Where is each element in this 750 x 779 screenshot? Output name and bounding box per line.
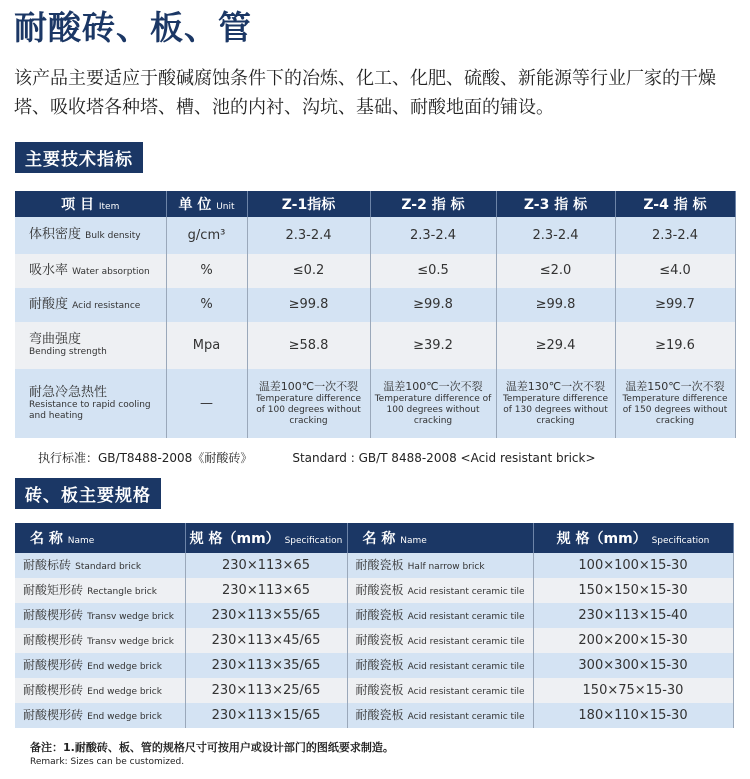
header-zh: 名 称 bbox=[362, 531, 396, 547]
property-cell bbox=[15, 254, 166, 288]
intro-text: 该产品主要适应于酸碱腐蚀条件下的冶炼、化工、化肥、硫酸、新能源等行业厂家的干燥塔、吸收塔各种塔、槽、池的内衬、沟坑、基础、耐酸地面的铺设。 bbox=[14, 68, 716, 118]
name-cell bbox=[347, 628, 533, 653]
section-heading-specs-wrap bbox=[0, 142, 750, 173]
value-cell: ≥99.8 bbox=[496, 288, 615, 322]
name-zh: 耐酸楔形砖 bbox=[23, 657, 84, 672]
name-cell bbox=[347, 678, 533, 703]
property-cell bbox=[15, 322, 166, 369]
technical-spec-table bbox=[15, 191, 736, 438]
unit-cell: g/cm³ bbox=[166, 217, 247, 254]
name-zh: 耐酸矩形砖 bbox=[23, 582, 84, 597]
size-cell: 230×113×65 bbox=[185, 553, 347, 578]
property-cell bbox=[15, 288, 166, 322]
size-cell: 230×113×15/65 bbox=[185, 703, 347, 728]
property-cell bbox=[15, 369, 166, 438]
value-zh: 温差100℃一次不裂 bbox=[258, 380, 359, 393]
property-en: Acid resistance bbox=[72, 300, 141, 311]
unit-cell: — bbox=[166, 369, 247, 438]
page-title: 耐酸砖、板、管 bbox=[14, 8, 252, 47]
table-row bbox=[15, 553, 733, 578]
header-zh: Z-3 指 标 bbox=[523, 197, 588, 213]
table-header-row bbox=[15, 523, 733, 553]
name-cell bbox=[15, 578, 185, 603]
value-en: Temperature difference of 130 degrees without cracking bbox=[502, 394, 609, 426]
property-en: Bulk density bbox=[85, 231, 141, 241]
name-en: Acid resistant ceramic tile bbox=[407, 711, 525, 722]
table-row bbox=[15, 254, 735, 288]
table-row bbox=[15, 653, 733, 678]
size-cell: 230×113×15-40 bbox=[533, 603, 733, 628]
section-heading-sizes-wrap bbox=[0, 478, 750, 509]
section-heading-sizes: 砖、板主要规格 bbox=[15, 478, 161, 509]
name-en: Half narrow brick bbox=[407, 561, 485, 572]
name-en: Transv wedge brick bbox=[87, 611, 174, 622]
name-cell bbox=[15, 678, 185, 703]
header-en: Specification bbox=[651, 536, 710, 546]
column-header bbox=[533, 523, 733, 553]
header-zh: Z-1指标 bbox=[281, 197, 336, 213]
name-zh: 耐酸楔形砖 bbox=[23, 682, 84, 697]
value-en: Temperature difference of 100 degrees without cracking bbox=[255, 394, 362, 426]
name-en: Transv wedge brick bbox=[87, 636, 174, 647]
name-en: End wedge brick bbox=[87, 711, 162, 722]
property-cell bbox=[15, 217, 166, 254]
size-cell: 230×113×25/65 bbox=[185, 678, 347, 703]
name-en: Acid resistant ceramic tile bbox=[407, 686, 525, 697]
size-cell: 230×113×55/65 bbox=[185, 603, 347, 628]
standard-row bbox=[38, 450, 750, 466]
name-cell bbox=[347, 703, 533, 728]
name-cell bbox=[15, 653, 185, 678]
name-en: End wedge brick bbox=[87, 686, 162, 697]
remark-zh: 备注：1.耐酸砖、板、管的规格尺寸可按用户或设计部门的图纸要求制造。 bbox=[30, 741, 394, 754]
column-header bbox=[370, 191, 496, 217]
header-zh: 单 位 bbox=[178, 197, 212, 213]
name-zh: 耐酸瓷板 bbox=[355, 657, 404, 672]
standard-zh: 执行标准：GB/T8488-2008《耐酸砖》 bbox=[38, 451, 253, 465]
header-en: Name bbox=[67, 536, 95, 546]
value-cell bbox=[370, 369, 496, 438]
name-cell bbox=[15, 553, 185, 578]
value-cell: ≤2.0 bbox=[496, 254, 615, 288]
property-en: Water absorption bbox=[72, 266, 150, 277]
property-zh: 耐酸度 bbox=[29, 296, 69, 312]
column-header bbox=[15, 523, 185, 553]
property-zh: 耐急冷急热性 bbox=[29, 384, 108, 400]
name-en: Rectangle brick bbox=[87, 586, 157, 597]
table-row bbox=[15, 678, 733, 703]
value-cell bbox=[615, 369, 735, 438]
name-zh: 耐酸瓷板 bbox=[355, 582, 404, 597]
name-en: Acid resistant ceramic tile bbox=[407, 611, 525, 622]
size-cell: 200×200×15-30 bbox=[533, 628, 733, 653]
value-en: Temperature difference of 100 degrees without cracking bbox=[374, 394, 492, 426]
name-en: End wedge brick bbox=[87, 661, 162, 672]
header-zh: 规 格（mm） bbox=[189, 531, 280, 547]
value-zh: 温差130℃一次不裂 bbox=[505, 380, 606, 393]
name-en: Standard brick bbox=[75, 561, 142, 572]
header-zh: Z-4 指 标 bbox=[643, 197, 707, 213]
value-cell: 2.3-2.4 bbox=[496, 217, 615, 254]
property-zh: 弯曲强度 bbox=[29, 332, 82, 347]
name-en: Acid resistant ceramic tile bbox=[407, 586, 525, 597]
name-zh: 耐酸楔形砖 bbox=[23, 607, 84, 622]
value-cell: ≥39.2 bbox=[370, 322, 496, 369]
value-cell: ≥99.7 bbox=[615, 288, 735, 322]
value-cell: 2.3-2.4 bbox=[247, 217, 370, 254]
name-zh: 耐酸楔形砖 bbox=[23, 632, 84, 647]
name-zh: 耐酸瓷板 bbox=[355, 707, 404, 722]
name-zh: 耐酸瓷板 bbox=[355, 607, 404, 622]
unit-cell: Mpa bbox=[166, 322, 247, 369]
section-heading-specs: 主要技术指标 bbox=[15, 142, 143, 173]
remark-en: Remark: Sizes can be customized. bbox=[30, 757, 185, 767]
table-header-row bbox=[15, 191, 735, 217]
name-cell bbox=[347, 578, 533, 603]
table-row bbox=[15, 322, 735, 369]
name-cell bbox=[347, 603, 533, 628]
header-en: Specification bbox=[284, 536, 343, 546]
table-row bbox=[15, 703, 733, 728]
value-zh: 温差100℃一次不裂 bbox=[383, 380, 483, 393]
unit-cell: % bbox=[166, 254, 247, 288]
table-row bbox=[15, 217, 735, 254]
header-en: Name bbox=[400, 536, 427, 546]
name-zh: 耐酸标砖 bbox=[23, 557, 72, 572]
header-zh: 项 目 bbox=[61, 197, 94, 213]
name-cell bbox=[15, 628, 185, 653]
column-header bbox=[185, 523, 347, 553]
property-en: Resistance to rapid cooling and heating bbox=[29, 399, 151, 421]
size-cell: 300×300×15-30 bbox=[533, 653, 733, 678]
unit-cell: % bbox=[166, 288, 247, 322]
property-en: Bending strength bbox=[29, 347, 107, 357]
size-cell: 100×100×15-30 bbox=[533, 553, 733, 578]
name-zh: 耐酸楔形砖 bbox=[23, 707, 84, 722]
value-cell: ≥19.6 bbox=[615, 322, 735, 369]
column-header bbox=[166, 191, 247, 217]
column-header bbox=[347, 523, 533, 553]
header-en: Unit bbox=[216, 202, 235, 212]
size-spec-table bbox=[15, 523, 734, 728]
property-zh: 吸水率 bbox=[29, 262, 69, 278]
size-cell: 230×113×65 bbox=[185, 578, 347, 603]
name-en: Acid resistant ceramic tile bbox=[407, 661, 525, 672]
size-cell: 150×150×15-30 bbox=[533, 578, 733, 603]
column-header bbox=[15, 191, 166, 217]
table-row bbox=[15, 628, 733, 653]
property-zh: 体积密度 bbox=[29, 227, 82, 242]
column-header bbox=[247, 191, 370, 217]
column-header bbox=[615, 191, 735, 217]
header-zh: Z-2 指 标 bbox=[401, 197, 465, 213]
size-cell: 180×110×15-30 bbox=[533, 703, 733, 728]
header-en: Item bbox=[98, 202, 120, 212]
value-cell: ≤0.2 bbox=[247, 254, 370, 288]
column-header bbox=[496, 191, 615, 217]
value-cell: ≥29.4 bbox=[496, 322, 615, 369]
name-zh: 耐酸瓷板 bbox=[355, 682, 404, 697]
value-cell: 2.3-2.4 bbox=[615, 217, 735, 254]
name-cell bbox=[15, 703, 185, 728]
table-row bbox=[15, 578, 733, 603]
name-zh: 耐酸瓷板 bbox=[355, 632, 404, 647]
name-en: Acid resistant ceramic tile bbox=[407, 636, 525, 647]
standard-en: Standard : GB/T 8488-2008 <Acid resistant brick> bbox=[292, 451, 596, 465]
size-cell: 150×75×15-30 bbox=[533, 678, 733, 703]
value-zh: 温差150℃一次不裂 bbox=[625, 380, 725, 393]
size-cell: 230×113×45/65 bbox=[185, 628, 347, 653]
value-cell: 2.3-2.4 bbox=[370, 217, 496, 254]
table-row bbox=[15, 288, 735, 322]
table-row bbox=[15, 603, 733, 628]
value-cell: ≤0.5 bbox=[370, 254, 496, 288]
value-cell: ≥99.8 bbox=[370, 288, 496, 322]
value-cell: ≥99.8 bbox=[247, 288, 370, 322]
size-cell: 230×113×35/65 bbox=[185, 653, 347, 678]
name-cell bbox=[347, 553, 533, 578]
value-en: Temperature difference of 150 degrees without cracking bbox=[622, 394, 728, 426]
header-zh: 规 格（mm） bbox=[556, 531, 647, 547]
table-row bbox=[15, 369, 735, 438]
value-cell bbox=[247, 369, 370, 438]
name-cell bbox=[15, 603, 185, 628]
name-zh: 耐酸瓷板 bbox=[355, 557, 404, 572]
header-zh: 名 称 bbox=[30, 531, 63, 547]
value-cell: ≥58.8 bbox=[247, 322, 370, 369]
name-cell bbox=[347, 653, 533, 678]
value-cell: ≤4.0 bbox=[615, 254, 735, 288]
value-cell bbox=[496, 369, 615, 438]
